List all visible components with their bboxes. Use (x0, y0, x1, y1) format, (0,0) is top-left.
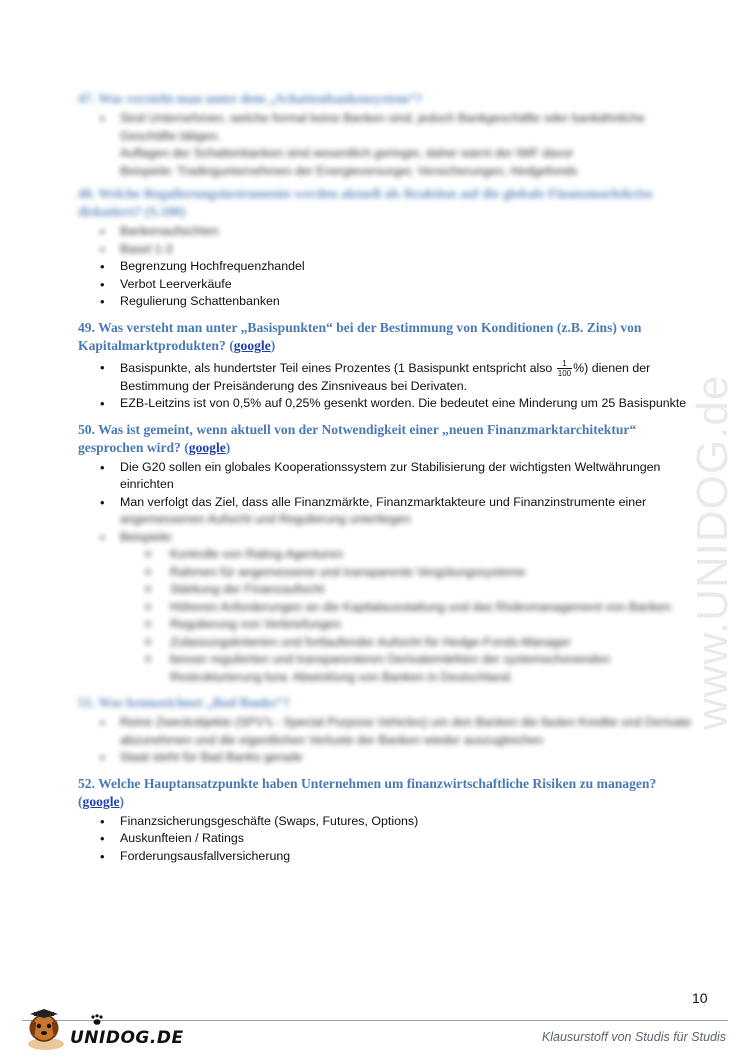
sub-list-item: o Kontrolle von Rating-Agenturen (120, 546, 698, 564)
question-47-answers (78, 110, 698, 180)
list-item: • Forderungsausfallversicherung (78, 848, 698, 866)
list-item: • Finanzsicherungsgeschäfte (Swaps, Futures, Options) (78, 813, 698, 831)
sub-list-item: o besser regulierten und transparenteren Derivatemärkten der systemschonenden Restrukturierung bzw. Abwicklung von Banken in Deutschland. (120, 651, 698, 686)
list-item: • EZB-Leitzins ist von 0,5% auf 0,25% gesenkt worden. Die bedeutet eine Minderung um 25 Basispunkte (78, 395, 698, 413)
question-51-title: 51. Was kennzeichnet „Bad Banks“? (78, 695, 290, 710)
dog-mascot-icon (22, 1008, 70, 1052)
google-link[interactable]: google (82, 793, 120, 809)
page-number: 10 (692, 990, 708, 1006)
sub-list-item: o Zulassungskriterien und fortlaufender Aufsicht für Hedge-Fonds-Manager (120, 634, 698, 652)
question-50-answers (78, 459, 698, 687)
question-52-title: 52. Welche Hauptansatzpunkte haben Unternehmen um finanzwirtschaftliche Risiken zu managen? (google) (78, 775, 657, 809)
list-item: • Regulierung Schattenbanken (78, 293, 698, 311)
sub-list-item: o Stärkung der Finanzaufsicht (120, 581, 698, 599)
sub-list-item: o Rahmen für angemessene und transparente Vergütungssysteme (120, 564, 698, 582)
watermark-text: www.UNIDOG.de (688, 374, 737, 730)
question-52 (78, 775, 698, 866)
question-47 (78, 90, 698, 180)
page-content (78, 90, 698, 865)
list-item: • Auskunfteien / Ratings (78, 830, 698, 848)
sub-list (120, 546, 698, 686)
list-item: • Reine Zweckobjekte (SPV's - Special Purpose Vehicles) um den Banken die faulen Kredite und Derivate abzunehmen und die eigentlichen Verluste der Banken wieder auszugleichen (78, 714, 698, 749)
list-item: • Basispunkte, als hundertster Teil eines Prozentes (1 Basispunkt entspricht also $\frac{1}{100}$ %) dienen der Bestimmung der Preisänderung des Zinsniveaus bei Derivaten. (78, 359, 698, 396)
question-50 (78, 421, 698, 687)
question-49-answers (78, 359, 698, 413)
list-item: • Bankenaufsichten (78, 223, 698, 241)
question-51 (78, 694, 698, 767)
list-item: • Basel 1-3 (78, 241, 698, 259)
question-52-answers (78, 813, 698, 866)
question-49-title: 49. Was versteht man unter „Basispunkten“ bei der Bestimmung von Konditionen (z.B. Zins) von Kapitalmarktprodukten? (google) (78, 319, 642, 353)
paw-icon (90, 1014, 104, 1026)
sub-list-item: o Höheren Anforderungen an die Kapitalausstattung und das Risikomanagement von Banken (120, 599, 698, 617)
list-item: • Staat steht für Bad Banks gerade (78, 749, 698, 767)
question-49 (78, 319, 698, 413)
sub-list-item: o Regulierung von Verbriefungen (120, 616, 698, 634)
question-48 (78, 185, 698, 311)
list-item: • Die G20 sollen ein globales Kooperationssystem zur Stabilisierung der wichtigsten Weltwährungen einrichten (78, 459, 698, 494)
question-50-title: 50. Was ist gemeint, wenn aktuell von der Notwendigkeit einer „neuen Finanzmarktarchitektur“ gesprochen wird? (google) (78, 421, 637, 455)
question-47-title: 47. Was versteht man unter dem „Schattenbankensystem“? (78, 91, 423, 106)
question-48-answers (78, 223, 698, 311)
question-51-answers (78, 714, 698, 767)
unidog-logo (22, 1008, 184, 1052)
list-item: • Verbot Leerverkäufe (78, 276, 698, 294)
list-item: • Beispiele: o Kontrolle von Rating-Agenturen o Rahmen für angemessene und transparente Vergütungssysteme o Stärkung der Finanzaufsicht o Höheren Anforderungen an die Kapitalausstattung und das Risikomanagement von Banken o Regulierung von Verbriefungen o Zulassungskriterien und fortlaufender Aufsicht für Hedge-Fonds-Manager o besser regulierten und transparenteren Derivatemärkten der systemschonenden Restrukturierung bzw. Abwicklung von Banken in Deutschland. (78, 529, 698, 687)
list-item: • Man verfolgt das Ziel, dass alle Finanzmärkte, Finanzmarktakteure und Finanzinstrumente einer angemessenen Aufsicht und Regulierung unterliegen (78, 494, 698, 529)
logo-text: UNIDOG.DE (70, 1028, 184, 1048)
fraction: $\frac{1}{100}$ (557, 358, 572, 378)
google-link[interactable]: google (188, 439, 226, 455)
google-link[interactable]: google (233, 337, 271, 353)
footer-tagline: Klausurstoff von Studis für Studis (541, 1030, 726, 1044)
question-48-title: 48. Welche Regulierungsinstrumente werden aktuell als Reaktion auf die globale Finanzmarktkrise diskutiert? (S.100) (78, 186, 653, 219)
list-item: • Sind Unternehmen, welche formal keine Banken sind, jedoch Bankgeschäfte oder bankähnliche Geschäfte tätigen. Auflagen der Schattenbanken sind wesentlich geringer, daher warnt der IWF davor Beispiele: Tradingunternehmen der Energieversorger, Versicherungen, Hedgefonds (78, 110, 698, 180)
list-item: • Begrenzung Hochfrequenzhandel (78, 258, 698, 276)
